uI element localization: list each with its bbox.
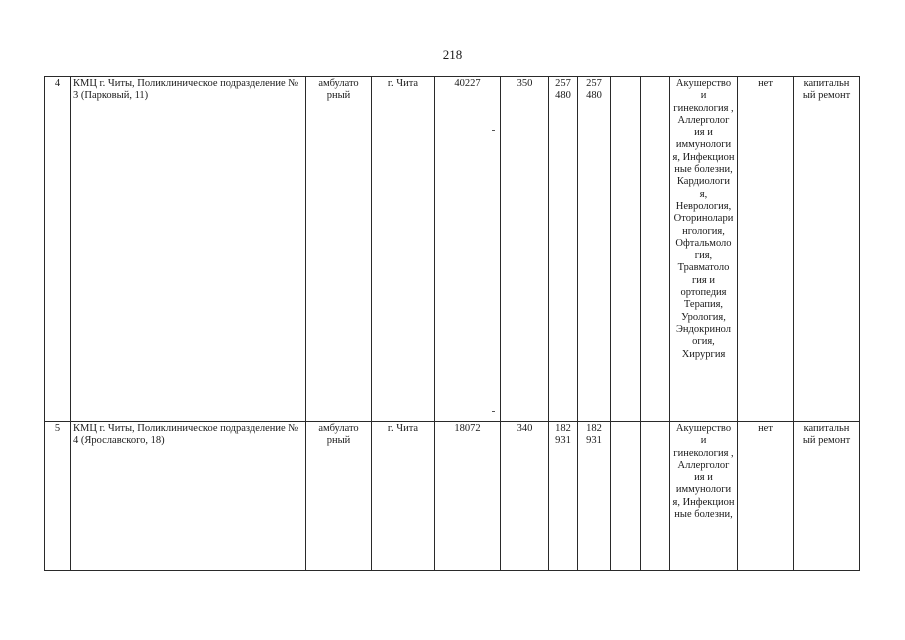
value-a: 18072 bbox=[435, 422, 501, 571]
medical-profiles: Акушерство и гинекология , Аллерголог ия и иммунологи я, Инфекцион ные болезни, Кардиологи я, Неврология, Оториноларингология, Офтальмоло гия, Травматоло гия и ортопедия Терапия, Урология, Эндокринол огия, Хирургия bbox=[670, 77, 738, 422]
scan-mark bbox=[492, 411, 495, 412]
value-c: 182 931 bbox=[549, 422, 578, 571]
work-type: капитальн ый ремонт bbox=[794, 77, 860, 422]
facility-city: г. Чита bbox=[372, 422, 435, 571]
row-number: 4 bbox=[45, 77, 71, 422]
value-d: 182 931 bbox=[578, 422, 611, 571]
work-type: капитальн ый ремонт bbox=[794, 422, 860, 571]
medical-profiles: Акушерство и гинекология , Аллерголог ия и иммунологи я, Инфекцион ные болезни, bbox=[670, 422, 738, 571]
row-number: 5 bbox=[45, 422, 71, 571]
flag-value: нет bbox=[738, 422, 794, 571]
table-row bbox=[45, 77, 860, 422]
empty-cell bbox=[611, 77, 641, 422]
empty-cell bbox=[641, 77, 670, 422]
facility-type: амбулато рный bbox=[306, 422, 372, 571]
empty-cell bbox=[641, 422, 670, 571]
table-row bbox=[45, 422, 860, 571]
value-b: 350 bbox=[501, 77, 549, 422]
facility-name: КМЦ г. Читы, Поликлиническое подразделение № 4 (Ярославского, 18) bbox=[71, 422, 306, 571]
scan-mark bbox=[492, 130, 495, 131]
empty-cell bbox=[611, 422, 641, 571]
value-b: 340 bbox=[501, 422, 549, 571]
facility-name: КМЦ г. Читы, Поликлиническое подразделение № 3 (Парковый, 11) bbox=[71, 77, 306, 422]
page-number: 218 bbox=[442, 47, 463, 62]
flag-value: нет bbox=[738, 77, 794, 422]
value-c: 257 480 bbox=[549, 77, 578, 422]
facility-table bbox=[44, 76, 860, 571]
value-d: 257 480 bbox=[578, 77, 611, 422]
facility-type: амбулато рный bbox=[306, 77, 372, 422]
value-a: 40227 bbox=[435, 77, 501, 422]
facility-city: г. Чита bbox=[372, 77, 435, 422]
